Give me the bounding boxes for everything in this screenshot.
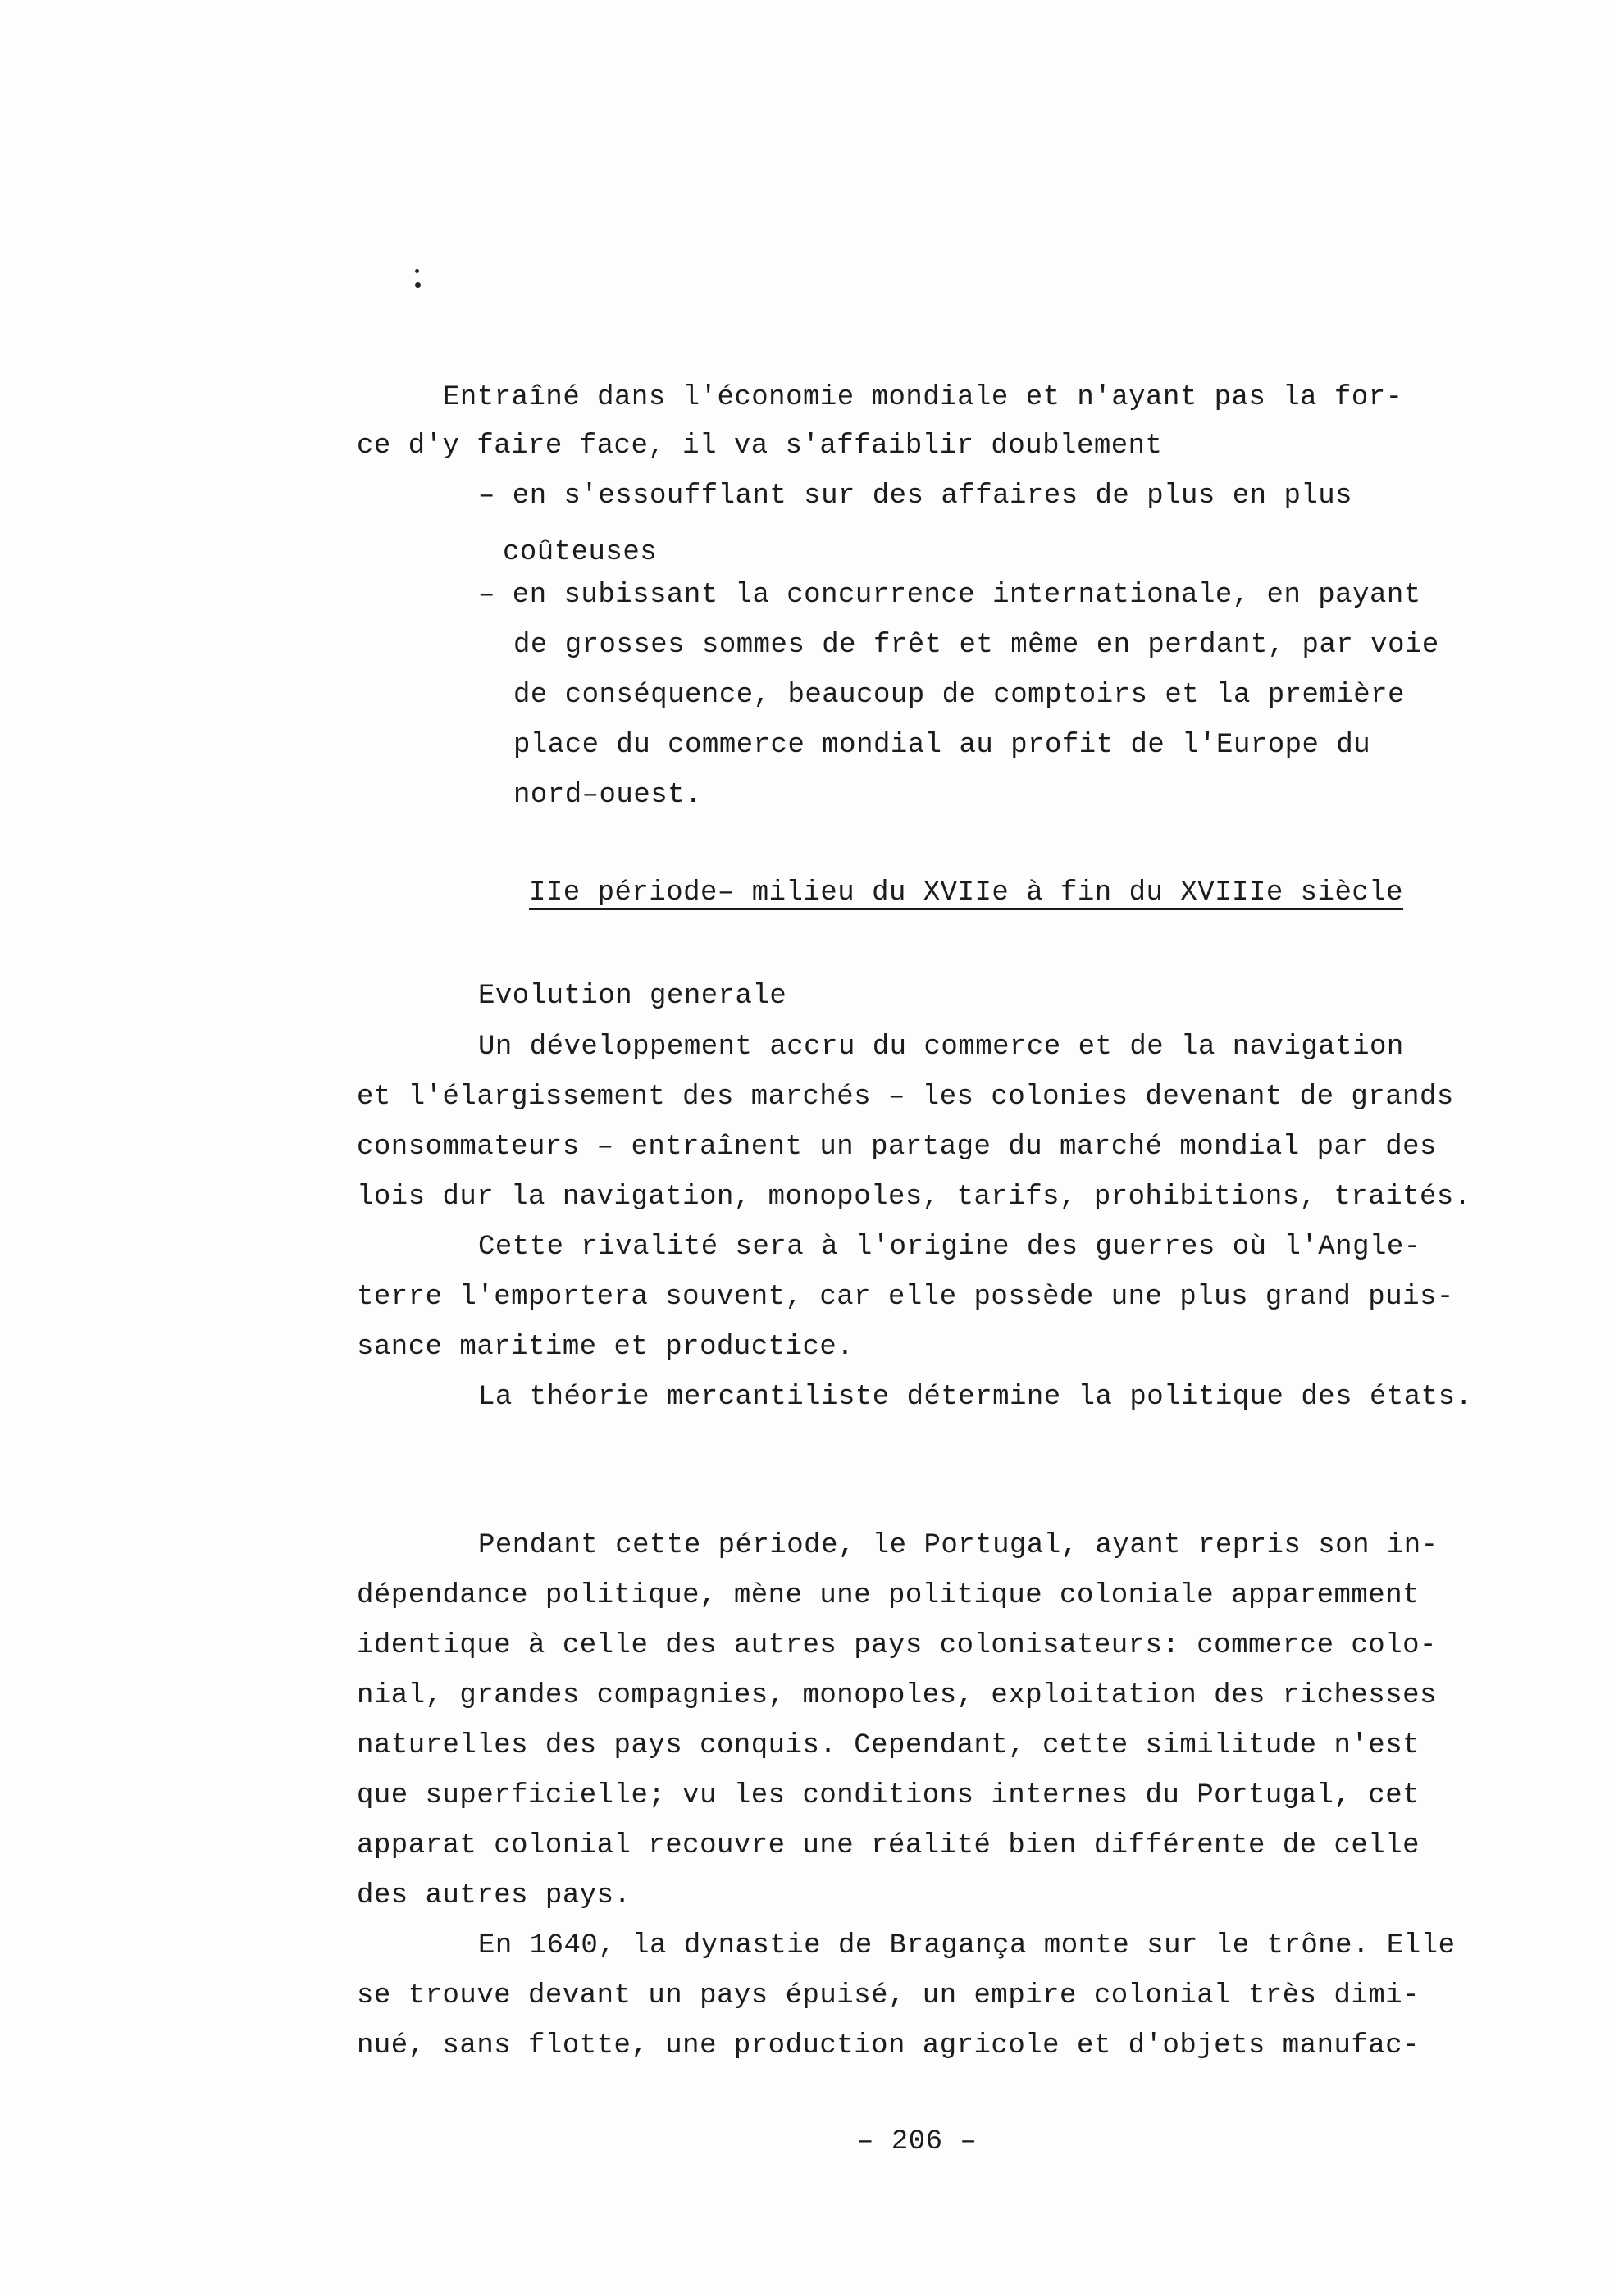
paragraph-line: nial, grandes compagnies, monopoles, exploitation des richesses xyxy=(357,1680,1437,1711)
text-line: Entraîné dans l'économie mondiale et n'ayant pas la for- xyxy=(443,382,1403,413)
list-item-line: – en s'essoufflant sur des affaires de plus en plus xyxy=(478,481,1353,512)
paragraph-line: consommateurs – entraînent un partage du marché mondial par des xyxy=(357,1132,1437,1163)
paragraph-line: se trouve devant un pays épuisé, un empire colonial très dimi- xyxy=(357,1980,1420,2011)
paragraph-line: Pendant cette période, le Portugal, ayant repris son in- xyxy=(478,1530,1438,1561)
paragraph-line: naturelles des pays conquis. Cependant, cette similitude n'est xyxy=(357,1730,1420,1761)
list-item-continuation: nord–ouest. xyxy=(513,780,702,811)
paragraph-line: que superficielle; vu les conditions internes du Portugal, cet xyxy=(357,1780,1420,1811)
margin-dot-mark xyxy=(415,269,419,273)
paragraph-line: sance maritime et productice. xyxy=(357,1332,855,1363)
list-item-continuation: de conséquence, beaucoup de comptoirs et la première xyxy=(513,680,1405,711)
paragraph-line: Un développement accru du commerce et de la navigation xyxy=(478,1032,1404,1063)
paragraph-line: des autres pays. xyxy=(357,1880,631,1911)
paragraph-line: Cette rivalité sera à l'origine des guerres où l'Angle- xyxy=(478,1232,1421,1263)
list-item-continuation: coûteuses xyxy=(503,537,658,568)
paragraph-line: nué, sans flotte, une production agricole et d'objets manufac- xyxy=(357,2030,1420,2061)
page-number: – 206 – xyxy=(857,2126,978,2157)
margin-dot-mark xyxy=(415,282,421,288)
paragraph-line: lois dur la navigation, monopoles, tarifs, prohibitions, traités. xyxy=(357,1182,1471,1213)
text-line: ce d'y faire face, il va s'affaiblir doublement xyxy=(357,430,1163,462)
paragraph-line: En 1640, la dynastie de Bragança monte sur le trône. Elle xyxy=(478,1930,1456,1961)
paragraph-line: terre l'emportera souvent, car elle possède une plus grand puis- xyxy=(357,1282,1454,1313)
paragraph-line: apparat colonial recouvre une réalité bien différente de celle xyxy=(357,1830,1420,1861)
paragraph-line: identique à celle des autres pays colonisateurs: commerce colo- xyxy=(357,1630,1437,1661)
paragraph-line: La théorie mercantiliste détermine la politique des états. xyxy=(478,1382,1473,1413)
paragraph-line: et l'élargissement des marchés – les colonies devenant de grands xyxy=(357,1082,1454,1113)
list-item-line: – en subissant la concurrence internationale, en payant xyxy=(478,580,1421,611)
subheading: Evolution generale xyxy=(478,981,787,1012)
section-heading: IIe période– milieu du XVIIe à fin du XVIIIe siècle xyxy=(529,877,1404,909)
list-item-continuation: de grosses sommes de frêt et même en perdant, par voie xyxy=(513,630,1439,661)
list-item-continuation: place du commerce mondial au profit de l'Europe du xyxy=(513,730,1371,761)
paragraph-line: dépendance politique, mène une politique coloniale apparemment xyxy=(357,1580,1420,1611)
